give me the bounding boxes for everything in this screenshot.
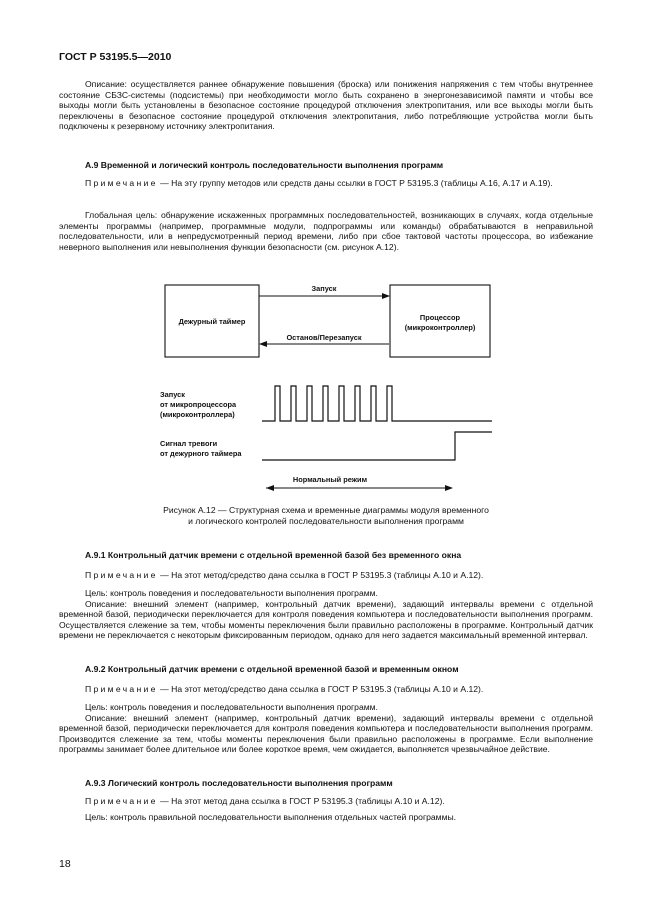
section-a93-heading: А.9.3 Логический контроль последовательности выполнения программ <box>85 778 393 788</box>
figure-caption-line-1: Рисунок А.12 — Структурная схема и временные диаграммы модуля временного <box>163 505 489 515</box>
figure-caption <box>59 505 593 527</box>
section-a91-body <box>59 588 593 641</box>
section-a92-note <box>85 684 593 695</box>
section-a9-heading: А.9 Временной и логический контроль последовательности выполнения программ <box>85 160 444 170</box>
section-a91-description: Описание: внешний элемент (например, контрольный датчик времени), задающий интервалы времени с отдельной временной базой, периодически переключается для контроля поведения компьютера и последовательности выполнения программ. Осуществляется слежение за тем, чтобы моменты переключения были правильно расположены в программе. Контрольный датчик времени не переключается с некоторым фиксированным периодом, однако для него задается максимальный временной интервал. <box>59 598 593 641</box>
section-a91-goal: Цель: контроль поведения и последовательности выполнения программ. <box>85 588 378 598</box>
normal-mode-label: Нормальный режим <box>292 475 368 484</box>
signal1-waveform <box>262 386 492 421</box>
signal1-label-2: от микропроцессора <box>160 400 237 409</box>
note-label: Примечание <box>85 178 158 188</box>
note-label: Примечание <box>85 570 158 580</box>
note-label: Примечание <box>85 684 158 694</box>
signal1-label-3: (микроконтроллера) <box>160 410 235 419</box>
stop-restart-arrow-label: Останов/Перезапуск <box>286 333 362 342</box>
section-a92-description: Описание: внешний элемент (например, контрольный датчик времени), задающий интервалы времени с отдельной временной базой, периодически переключается для контроля поведения компьютера и последовательности выполнения программ. Производится слежение за тем, чтобы моменты переключения были правильно расположены в программе. Если выполнение программы занимает более длительное или более короткое время, чем ожидается, выполняется чрезвычайное действие. <box>59 712 593 755</box>
intro-paragraph: Описание: осуществляется раннее обнаружение повышения (броска) или понижения напряжения с тем чтобы внутреннее состояние СБЗС-системы (подсистемы) при необходимости могло быть сохранено в энергонезависимой памяти и чтобы все выходы могли быть установлены в безопасное состояние процедурой отключения электропитания, или все выходы могли быть переключены в безопасное состояние процедурой отключения электропитания, либо потребляющие устройства могли быть подключены к резервному источнику электропитания. <box>59 79 593 132</box>
note-text: — На этот метод дана ссылка в ГОСТ Р 53195.3 (таблицы А.10 и А.12). <box>157 796 445 806</box>
note-text: — На этот метод/средство дана ссылка в ГОСТ Р 53195.3 (таблицы А.10 и А.12). <box>157 570 484 580</box>
section-a93-body <box>59 812 593 823</box>
processor-box-label-2: (микроконтроллер) <box>404 323 476 332</box>
document-header: ГОСТ Р 53195.5—2010 <box>59 51 172 63</box>
watchdog-box-label: Дежурный таймер <box>178 317 246 326</box>
section-a92-goal: Цель: контроль поведения и последовательности выполнения программ. <box>85 702 378 712</box>
page-number: 18 <box>59 858 71 870</box>
signal2-label-1: Сигнал тревоги <box>160 439 218 448</box>
note-text: — На эту группу методов или средств даны ссылки в ГОСТ Р 53195.3 (таблицы А.16, А.17 и А.19). <box>157 178 553 188</box>
section-a9-paragraph: Глобальная цель: обнаружение искаженных программных последовательностей, возникающих в случаях, когда отдельные элементы программы (например, программные модули, подпрограммы или команды) обрабатываются в неправильной последовательности, или в непредусмотренный период времени, либо при сбое тактовой частоты процессора, во избежание неверного выполнения или невыполнения функции безопасности (см. рисунок А.12). <box>59 210 593 252</box>
figure-caption-line-2: и логического контролей последовательности выполнения программ <box>188 516 464 526</box>
signal1-label-1: Запуск <box>160 390 185 399</box>
section-a91-heading: А.9.1 Контрольный датчик времени с отдельной временной базой без временного окна <box>85 550 462 560</box>
section-a93-note <box>85 796 593 807</box>
start-arrow-label: Запуск <box>311 284 337 293</box>
section-a91-note <box>85 570 593 581</box>
note-text: — На этот метод/средство дана ссылка в ГОСТ Р 53195.3 (таблицы А.10 и А.12). <box>157 684 484 694</box>
signal2-waveform <box>262 432 492 460</box>
section-a92-heading: А.9.2 Контрольный датчик времени с отдельной временной базой и временным окном <box>85 664 459 674</box>
processor-box-label-1: Процессор <box>419 313 461 322</box>
section-a93-goal: Цель: контроль правильной последовательности выполнения отдельных частей программы. <box>85 812 457 822</box>
section-a92-body <box>59 702 593 755</box>
signal2-label-2: от дежурного таймера <box>160 449 242 458</box>
note-label: Примечание <box>85 796 158 806</box>
